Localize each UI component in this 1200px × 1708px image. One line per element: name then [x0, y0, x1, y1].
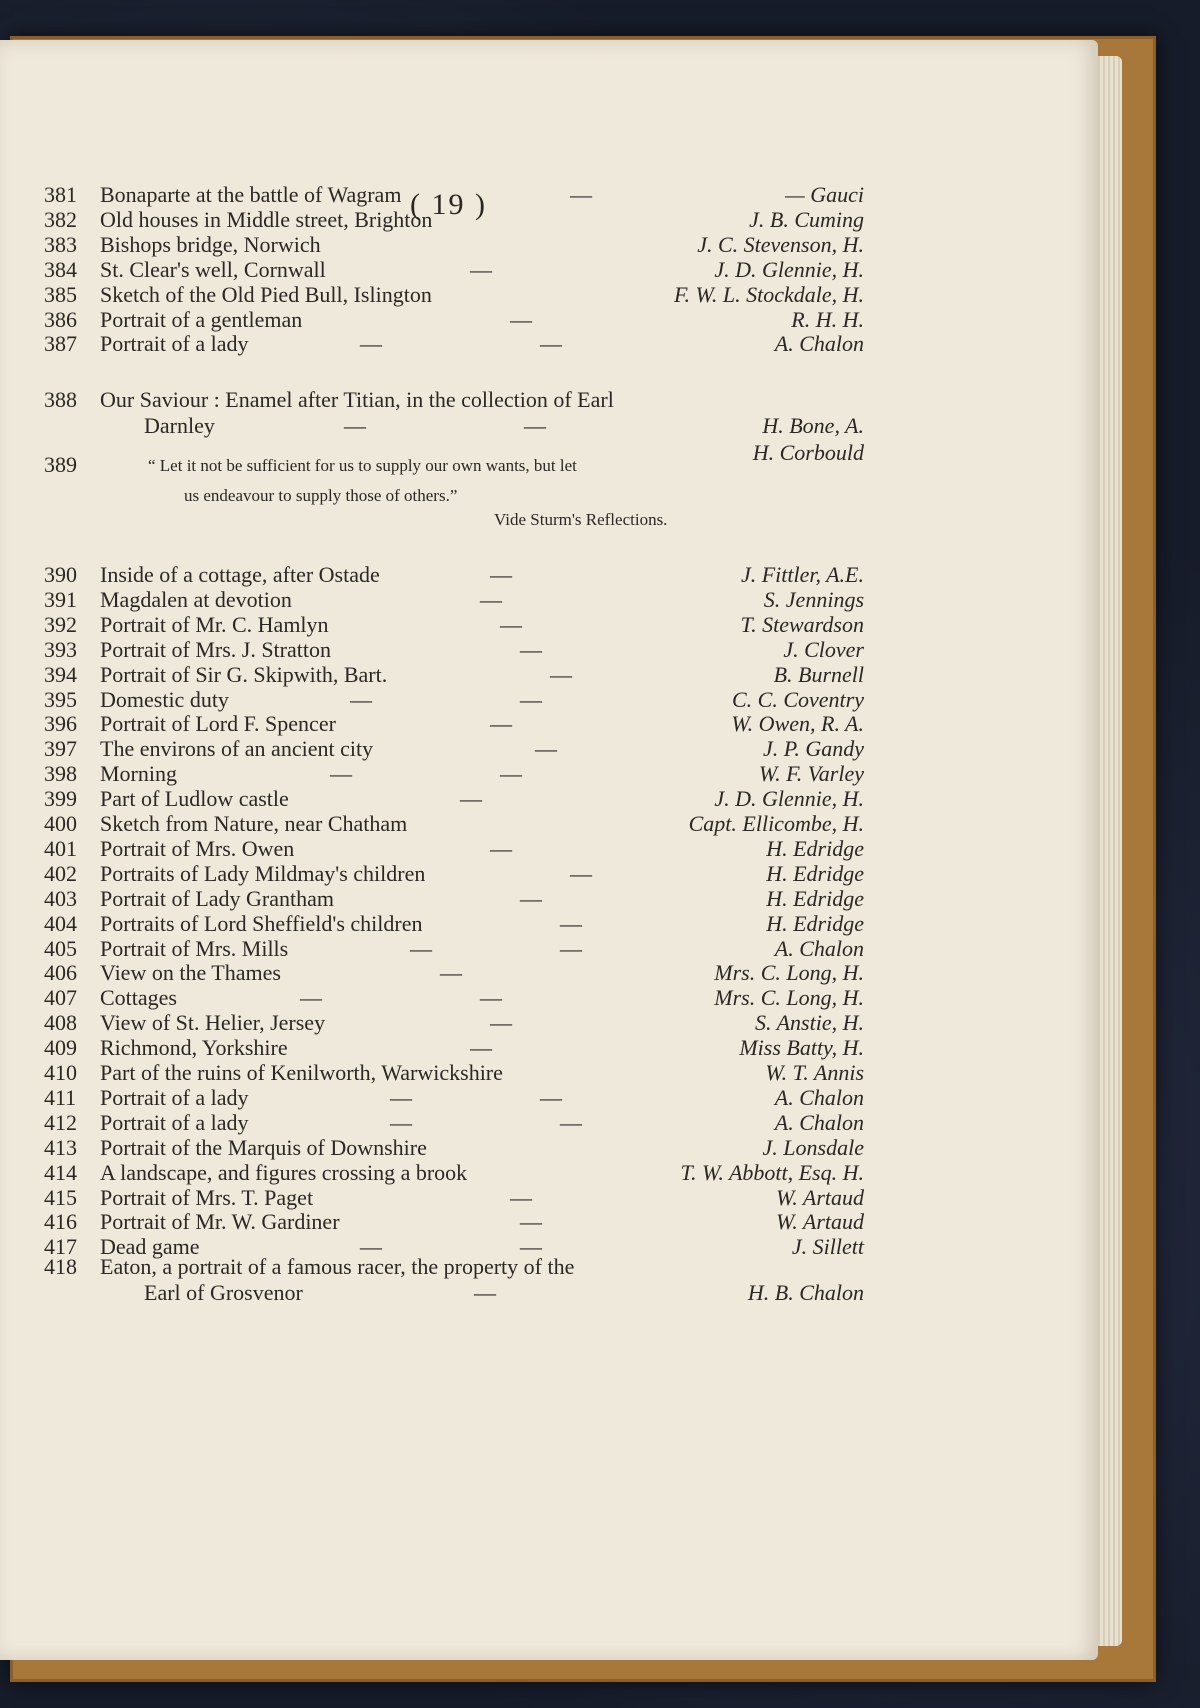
catalogue-entry-388 [44, 387, 864, 443]
entry-number: 411 [44, 1084, 77, 1110]
entry-number: 405 [44, 935, 77, 961]
entry-number: 418 [44, 1254, 77, 1279]
entry-number: 406 [44, 960, 77, 986]
catalogue-entry-418 [44, 1254, 864, 1310]
entry-number: 390 [44, 562, 77, 587]
entry-number: 408 [44, 1010, 77, 1036]
entry-artist: B. Burnell [773, 661, 864, 687]
entry-number: 396 [44, 711, 77, 737]
entry-dash: — [330, 761, 352, 787]
entry-title: Portrait of the Marquis of Downshire [100, 1134, 427, 1160]
entry-dash: — [360, 331, 382, 357]
entry-number: 413 [44, 1134, 77, 1160]
entry-artist: J. Clover [783, 636, 864, 662]
entry-title: Our Saviour : Enamel after Titian, in the collection of Earl [100, 387, 614, 412]
entry-number: 395 [44, 686, 77, 712]
entry-artist: J. D. Glennie, H. [714, 786, 864, 812]
entry-dash: — [390, 1109, 412, 1135]
entry-artist: W. Artaud [775, 1209, 864, 1235]
entry-artist: Capt. Ellicombe, H. [688, 811, 864, 836]
entry-title: Portrait of a lady [100, 1084, 249, 1110]
entry-title: Portrait of Mrs. J. Stratton [100, 636, 331, 662]
entry-artist: T. W. Abbott, Esq. H. [680, 1159, 864, 1185]
entry-dash: — [570, 860, 592, 886]
entry-artist: H. Edridge [766, 910, 864, 936]
entry-artist: S. Anstie, H. [755, 1010, 864, 1036]
entry-number: 404 [44, 910, 77, 936]
entry-dash: — [500, 611, 522, 637]
entry-dash: — [520, 1234, 542, 1260]
entry-dash: — [524, 413, 546, 438]
entry-artist: H. Bone, A. [762, 413, 864, 438]
entry-title-continued: Darnley [144, 413, 215, 438]
entry-dash: — [560, 1109, 582, 1135]
entry-title: Portrait of Mrs. Mills [100, 935, 289, 961]
page-number: ( 19 ) [410, 188, 487, 221]
entry-dash: — [474, 1280, 496, 1305]
entry-title: Portrait of Lady Grantham [100, 885, 334, 911]
entry-dash: — [470, 256, 492, 282]
entry-dash: — [510, 1184, 532, 1210]
entry-dash: — [560, 910, 582, 936]
entry-dash: — [510, 306, 532, 332]
entry-dash: — [570, 182, 592, 207]
entry-title: Portrait of Mr. C. Hamlyn [100, 611, 329, 637]
entry-dash: — [460, 786, 482, 812]
quote-source: Vide Sturm's Reflections. [494, 510, 668, 529]
entry-number: 394 [44, 661, 77, 687]
entry-dash: — [520, 636, 542, 662]
entry-number: 415 [44, 1184, 77, 1210]
entry-number: 410 [44, 1060, 77, 1085]
entry-title: Sketch from Nature, near Chatham [100, 811, 408, 836]
entry-dash: — [490, 835, 512, 861]
entry-title: Old houses in Middle street, Brighton [100, 206, 433, 232]
entry-dash: — [360, 1234, 382, 1260]
entry-number: 392 [44, 611, 77, 637]
entry-title: Portrait of Mrs. T. Paget [100, 1184, 314, 1210]
entry-number: 385 [44, 281, 77, 307]
entry-title: Dead game [100, 1234, 200, 1260]
entry-artist: J. Sillett [791, 1234, 864, 1260]
entry-title: Domestic duty [100, 686, 229, 712]
entry-title: Part of the ruins of Kenilworth, Warwickshire [100, 1060, 503, 1085]
entry-dash: — [480, 985, 502, 1011]
entry-title: Inside of a cottage, after Ostade [100, 562, 380, 587]
entry-title: Portrait of a gentleman [100, 306, 303, 332]
entry-dash: — [500, 761, 522, 787]
entry-dash: — [410, 935, 432, 961]
entry-artist: J. P. Gandy [762, 736, 864, 762]
entry-artist: Miss Batty, H. [739, 1035, 864, 1061]
entry-dash: — [440, 960, 462, 986]
entry-artist: J. B. Cuming [749, 206, 864, 232]
entry-artist: Mrs. C. Long, H. [714, 985, 864, 1011]
entry-artist: F. W. L. Stockdale, H. [673, 281, 864, 307]
entry-artist: — Gauci [785, 182, 864, 207]
entry-number: 401 [44, 835, 77, 861]
entry-dash: — [520, 885, 542, 911]
entry-title-continued: Earl of Grosvenor [144, 1280, 303, 1305]
entry-artist: S. Jennings [763, 586, 864, 612]
entry-dash: — [535, 736, 557, 762]
entry-artist: A. Chalon [774, 1084, 864, 1110]
entry-title: Portrait of Sir G. Skipwith, Bart. [100, 661, 388, 687]
entry-artist: W. Artaud [775, 1184, 864, 1210]
entry-artist: J. Lonsdale [762, 1134, 864, 1160]
entry-number: 384 [44, 256, 77, 282]
entry-dash: — [470, 1035, 492, 1061]
entry-dash: — [490, 1010, 512, 1036]
entry-number: 399 [44, 786, 77, 812]
entry-title: Bishops bridge, Norwich [100, 231, 321, 257]
entry-number: 402 [44, 860, 77, 886]
entry-title: Part of Ludlow castle [100, 786, 289, 812]
entry-number: 409 [44, 1035, 77, 1061]
entry-title: Portrait of Mrs. Owen [100, 835, 295, 861]
entry-artist: J. Fittler, A.E. [740, 562, 864, 587]
entry-number: 414 [44, 1159, 77, 1185]
entry-artist: A. Chalon [774, 331, 864, 357]
entry-number: 416 [44, 1209, 77, 1235]
entry-number: 417 [44, 1234, 77, 1260]
entry-number: 381 [44, 182, 77, 207]
entry-dash: — [390, 1084, 412, 1110]
entry-number: 383 [44, 231, 77, 257]
entry-number: 386 [44, 306, 77, 332]
entry-artist: W. Owen, R. A. [731, 711, 864, 737]
catalogue-entry-387 [44, 331, 864, 361]
entry-artist: R. H. H. [791, 306, 864, 332]
entry-title: Portraits of Lord Sheffield's children [100, 910, 423, 936]
entry-artist: A. Chalon [774, 1109, 864, 1135]
entry-title: Portrait of Mr. W. Gardiner [100, 1209, 340, 1235]
entry-number: 403 [44, 885, 77, 911]
entry-artist: H. Edridge [766, 860, 864, 886]
entry-title: A landscape, and figures crossing a brook [100, 1159, 468, 1185]
entry-artist: T. Stewardson [740, 611, 864, 637]
entry-title: Eaton, a portrait of a famous racer, the property of the [100, 1254, 575, 1279]
entry-artist: C. C. Coventry [732, 686, 864, 712]
entry-dash: — [520, 686, 542, 712]
entry-title: View of St. Helier, Jersey [100, 1010, 326, 1036]
entry-dash: — [540, 331, 562, 357]
entry-artist: H. Corbould [752, 440, 864, 465]
entry-title: View on the Thames [100, 960, 281, 986]
entry-artist: H. B. Chalon [747, 1280, 864, 1305]
entry-number: 398 [44, 761, 77, 787]
entry-number: 400 [44, 811, 77, 836]
entry-number: 389 [44, 452, 77, 477]
entry-artist: J. C. Stevenson, H. [697, 231, 864, 257]
book-page [0, 40, 1098, 1660]
entry-dash: — [520, 1209, 542, 1235]
entry-artist: H. Edridge [766, 835, 864, 861]
entry-dash: — [350, 686, 372, 712]
entry-artist: J. D. Glennie, H. [714, 256, 864, 282]
entry-dash: — [490, 562, 512, 587]
entry-dash: — [560, 935, 582, 961]
entry-number: 397 [44, 736, 77, 762]
entry-title: St. Clear's well, Cornwall [100, 256, 326, 282]
entry-number: 393 [44, 636, 77, 662]
entry-title: Cottages [100, 985, 177, 1011]
entry-number: 391 [44, 586, 77, 612]
entry-number: 407 [44, 985, 77, 1011]
entry-title: Morning [100, 761, 177, 787]
entry-title: The environs of an ancient city [100, 736, 374, 762]
entry-title: Portrait of Lord F. Spencer [100, 711, 336, 737]
entry-dash: — [300, 985, 322, 1011]
quote-line-1: “ Let it not be sufficient for us to supply our own wants, but let [148, 456, 577, 475]
entry-title: Magdalen at devotion [100, 586, 292, 612]
entry-title: Portrait of a lady [100, 331, 249, 357]
entry-number: 387 [44, 331, 77, 357]
entry-artist: A. Chalon [774, 935, 864, 961]
quote-line-2: us endeavour to supply those of others.” [184, 486, 458, 505]
entry-dash: — [540, 1084, 562, 1110]
entry-title: Sketch of the Old Pied Bull, Islington [100, 281, 432, 307]
entry-artist: H. Edridge [766, 885, 864, 911]
entry-title: Portrait of a lady [100, 1109, 249, 1135]
entry-number: 388 [44, 387, 77, 412]
entry-artist: W. F. Varley [758, 761, 864, 787]
entry-artist: Mrs. C. Long, H. [714, 960, 864, 986]
entry-title: Bonaparte at the battle of Wagram [100, 182, 402, 207]
entry-dash: — [550, 661, 572, 687]
entry-number: 412 [44, 1109, 77, 1135]
entry-artist: W. T. Annis [765, 1060, 864, 1085]
entry-dash: — [344, 413, 366, 438]
entry-title: Richmond, Yorkshire [100, 1035, 288, 1061]
entry-dash: — [490, 711, 512, 737]
entry-dash: — [480, 586, 502, 612]
entry-title: Portraits of Lady Mildmay's children [100, 860, 426, 886]
entry-number: 382 [44, 206, 77, 232]
